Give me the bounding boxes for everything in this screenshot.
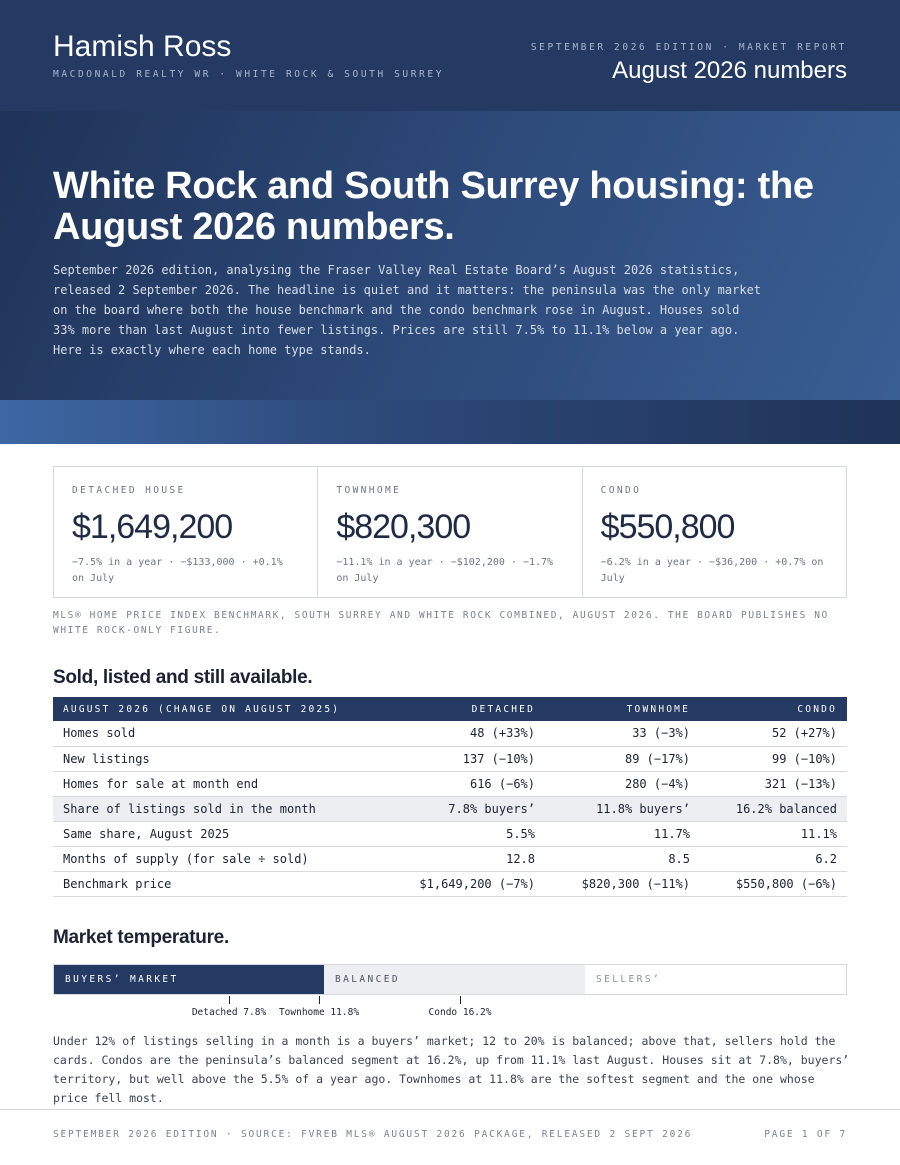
table-cell: 16.2% balanced: [700, 796, 847, 821]
table-row: [53, 846, 847, 871]
table-row: [53, 871, 847, 896]
table-cell: $550,800 (−6%): [700, 871, 847, 896]
table-cell: 11.7%: [545, 821, 700, 846]
marker-tick: [229, 996, 230, 1004]
table-cell: Homes for sale at month end: [53, 771, 383, 796]
footer-source: SEPTEMBER 2026 EDITION · SOURCE: FVREB MLS® AUGUST 2026 PACKAGE, RELEASED 2 SEPT 2026: [53, 1129, 693, 1140]
hero-intro: September 2026 edition, analysing the Fraser Valley Real Estate Board’s August 2026 statistics, released 2 September 2026. The headline is quiet and it matters: the peninsula was the only market on the board where both the house benchmark and the condo benchmark rose in August. Houses sold 33% more than last August into fewer listings. Prices are still 7.5% to 11.1% below a year ago. Here is exactly where each home type stands.: [53, 263, 762, 357]
table-row-highlighted: [53, 796, 847, 821]
marker-tick: [460, 996, 461, 1004]
table-cell: 321 (−13%): [700, 771, 847, 796]
table-cell: 11.1%: [700, 821, 847, 846]
table-cell: 8.5: [545, 846, 700, 871]
table-cell: Months of supply (for sale ÷ sold): [53, 846, 383, 871]
hero-title: White Rock and South Surrey housing: the August 2026 numbers.: [53, 165, 814, 248]
table-cell: $820,300 (−11%): [545, 871, 700, 896]
table-cell: New listings: [53, 746, 383, 771]
table-cell: Benchmark price: [53, 871, 383, 896]
agent-name: Hamish Ross: [53, 30, 232, 63]
table-cell: 48 (+33%): [383, 721, 545, 746]
card-note: −7.5% in a year · −$133,000 · +0.1% on July: [72, 557, 283, 584]
table-cell: $1,649,200 (−7%): [383, 871, 545, 896]
market-stats-table: [53, 697, 847, 897]
page-number: PAGE 1 OF 7: [764, 1129, 847, 1140]
table-cell: 89 (−17%): [545, 746, 700, 771]
table-cell: 12.8: [383, 846, 545, 871]
table-header: DETACHED: [383, 697, 545, 721]
table-cell: 280 (−4%): [545, 771, 700, 796]
table-row: [53, 746, 847, 771]
card-label: DETACHED HOUSE: [72, 485, 186, 496]
card-price: $820,300: [336, 508, 471, 546]
table-section-title: Sold, listed and still available.: [53, 667, 313, 688]
table-cell: Homes sold: [53, 721, 383, 746]
table-cell: Same share, August 2025: [53, 821, 383, 846]
marker-label: Townhome 11.8%: [278, 1007, 360, 1018]
benchmark-cards: [53, 466, 847, 598]
table-header-row: [53, 697, 847, 721]
table-cell: 33 (−3%): [545, 721, 700, 746]
card-label: CONDO: [600, 485, 642, 496]
table-cell: 11.8% buyers’: [545, 796, 700, 821]
table-cell: 5.5%: [383, 821, 545, 846]
card-note: −11.1% in a year · −$102,200 · −1.7% on July: [336, 557, 554, 584]
table-cell: 616 (−6%): [383, 771, 545, 796]
card-note: −6.2% in a year · −$36,200 · +0.7% on July: [600, 557, 824, 584]
marker-tick: [319, 996, 320, 1004]
benchmark-card-detached: [54, 467, 318, 597]
table-cell: 52 (+27%): [700, 721, 847, 746]
table-cell: Share of listings sold in the month: [53, 796, 383, 821]
segment-buyers: BUYERS’ MARKET: [54, 965, 324, 994]
table-header: TOWNHOME: [545, 697, 700, 721]
table-cell: 137 (−10%): [383, 746, 545, 771]
edition-label: SEPTEMBER 2026 EDITION · MARKET REPORT: [530, 42, 847, 53]
benchmark-caption: MLS® HOME PRICE INDEX BENCHMARK, SOUTH SURREY AND WHITE ROCK COMBINED, AUGUST 2026. THE BOARD PUBLISHES NO WHITE ROCK-ONLY FIGURE.: [53, 610, 829, 636]
table-row: [53, 771, 847, 796]
segment-sellers: SELLERS’: [585, 965, 846, 994]
temperature-section-title: Market temperature.: [53, 927, 229, 948]
benchmark-card-townhome: [318, 467, 582, 597]
report-title: August 2026 numbers: [612, 57, 847, 84]
hero-accent-band: [0, 400, 900, 444]
table-header: AUGUST 2026 (CHANGE ON AUGUST 2025): [53, 697, 383, 721]
card-price: $550,800: [600, 508, 735, 546]
temperature-explainer: Under 12% of listings selling in a month is a buyers’ market; 12 to 20% is balanced; above that, sellers hold the cards. Condos are the peninsula’s balanced segment at 16.2%, up from 11.1% last August. Houses sit at 7.8%, buyers’ territory, but well above the 5.5% of a year ago. Townhomes at 11.8% are the softest segment and the one whose price fell most.: [53, 1034, 850, 1105]
table-row: [53, 721, 847, 746]
marker-label: Detached 7.8%: [191, 1007, 267, 1018]
card-label: TOWNHOME: [336, 485, 402, 496]
table-cell: 7.8% buyers’: [383, 796, 545, 821]
benchmark-card-condo: [583, 467, 846, 597]
table-cell: 99 (−10%): [700, 746, 847, 771]
marker-label: Condo 16.2%: [428, 1007, 492, 1018]
table-cell: 6.2: [700, 846, 847, 871]
segment-balanced: BALANCED: [324, 965, 585, 994]
table-header: CONDO: [700, 697, 847, 721]
footer-divider: [0, 1109, 900, 1110]
agent-brokerage: MACDONALD REALTY WR · WHITE ROCK & SOUTH SURREY: [53, 69, 445, 80]
market-temperature-bar: [53, 964, 847, 995]
card-price: $1,649,200: [72, 508, 233, 546]
table-row: [53, 821, 847, 846]
